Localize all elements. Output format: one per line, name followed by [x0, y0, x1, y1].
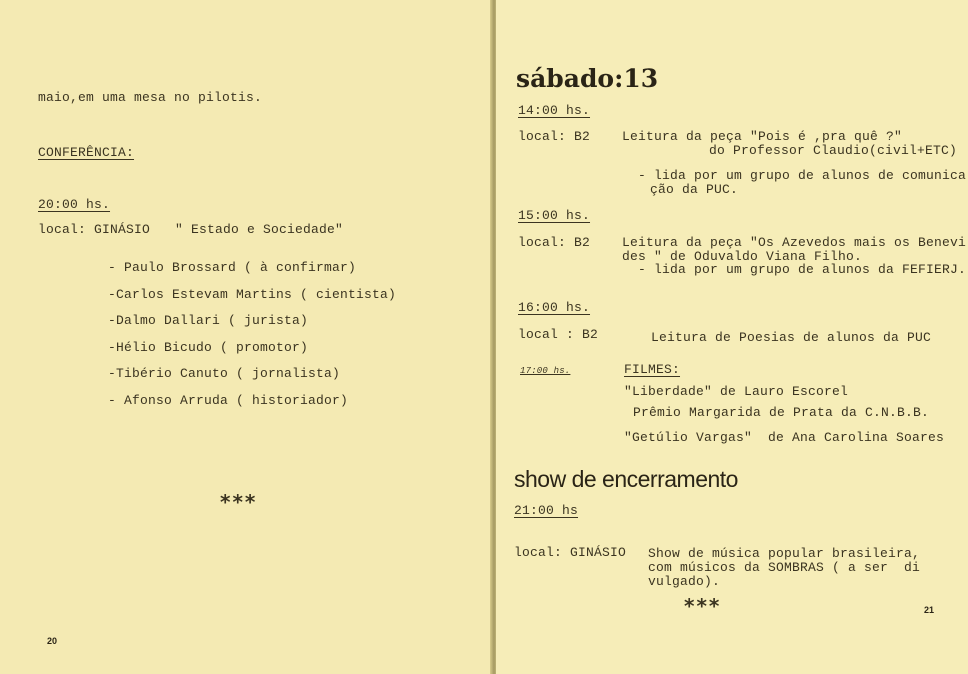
conference-heading: CONFERÊNCIA:: [38, 145, 135, 160]
films-label: FILMES:: [624, 362, 681, 377]
show-desc: Show de música popular brasileira,: [648, 546, 921, 561]
page-number-left: 20: [47, 636, 58, 646]
separator-stars: ***: [220, 490, 258, 514]
film-item: "Liberdade" de Lauro Escorel: [624, 384, 849, 399]
event-desc: des " de Oduvaldo Viana Filho.: [622, 249, 863, 264]
conference-time: 20:00 hs.: [38, 197, 111, 212]
intro-text: maio,em uma mesa no pilotis.: [38, 90, 263, 105]
speaker-item: -Carlos Estevam Martins ( cientista): [108, 287, 397, 302]
speaker-item: -Dalmo Dallari ( jurista): [108, 313, 309, 328]
event-desc: Leitura de Poesias de alunos da PUC: [651, 330, 932, 345]
event-note: - lida por um grupo de alunos de comunica: [638, 168, 967, 183]
event-local: local: B2: [518, 235, 591, 250]
conference-theme: " Estado e Sociedade": [175, 222, 344, 237]
film-item: Prêmio Margarida de Prata da C.N.B.B.: [633, 405, 930, 420]
show-desc: com músicos da SOMBRAS ( a ser di: [648, 560, 921, 575]
show-time: 21:00 hs: [514, 503, 579, 518]
saturday-heading: sábado:13: [516, 64, 659, 93]
event-local: local : B2: [518, 327, 599, 342]
event-time: 15:00 hs.: [518, 208, 591, 223]
event-time: 16:00 hs.: [518, 300, 591, 315]
event-desc: do Professor Claudio(civil+ETC): [709, 143, 958, 158]
speaker-item: - Paulo Brossard ( à confirmar): [108, 260, 357, 275]
page-number-right: 21: [924, 605, 935, 615]
event-local: local: B2: [518, 129, 591, 144]
event-note: ção da PUC.: [650, 182, 739, 197]
event-time: 14:00 hs.: [518, 103, 591, 118]
films-time: 17:00 hs.: [520, 366, 571, 376]
show-local: local: GINÁSIO: [514, 545, 627, 560]
right-page: [496, 0, 968, 674]
event-note: - lida por um grupo de alunos da FEFIERJ.: [638, 262, 967, 277]
film-item: "Getúlio Vargas" de Ana Carolina Soares: [624, 430, 945, 445]
show-desc: vulgado).: [648, 574, 721, 589]
speaker-item: -Hélio Bicudo ( promotor): [108, 340, 309, 355]
event-desc: Leitura da peça "Pois é ,pra quê ?": [622, 129, 903, 144]
speaker-item: -Tibério Canuto ( jornalista): [108, 366, 341, 381]
event-desc: Leitura da peça "Os Azevedos mais os Benevi: [622, 235, 967, 250]
separator-stars: ***: [684, 594, 722, 618]
conference-local: local: GINÁSIO: [38, 222, 151, 237]
speaker-item: - Afonso Arruda ( historiador): [108, 393, 349, 408]
show-heading: show de encerramento: [514, 466, 738, 492]
